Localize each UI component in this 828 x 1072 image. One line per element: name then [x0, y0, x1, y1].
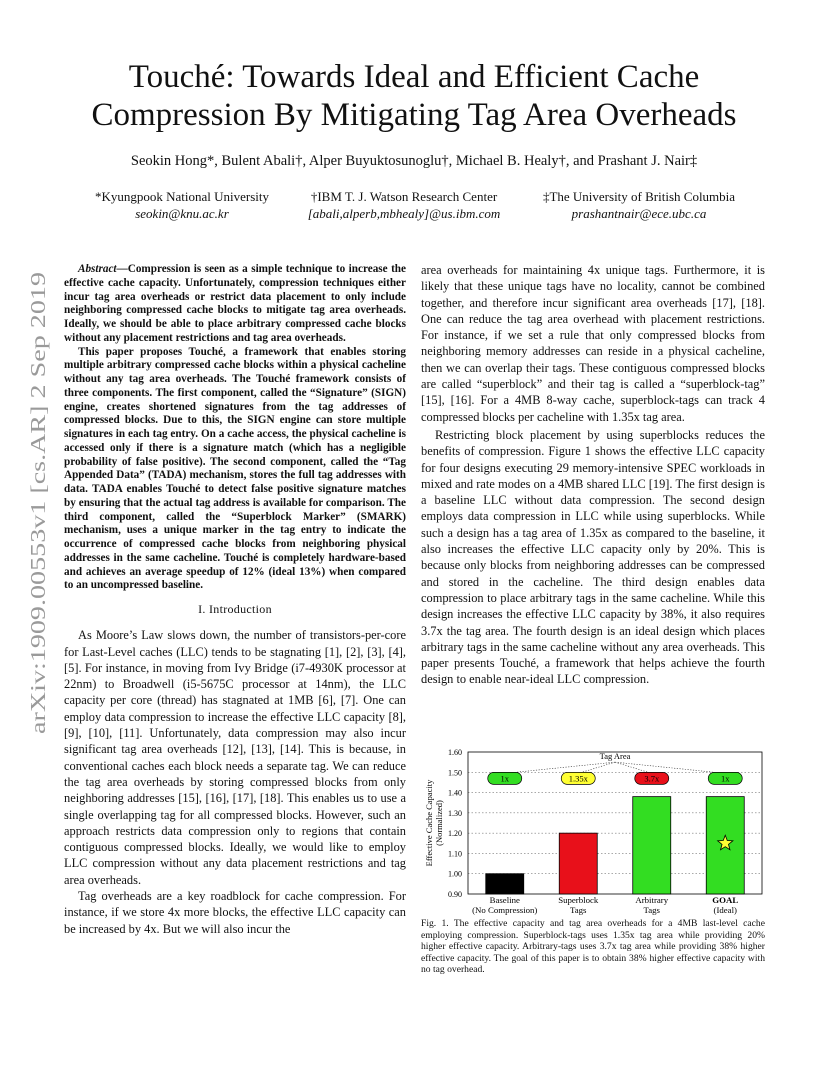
x-tick-label: Baseline: [489, 895, 520, 905]
affiliation-name: †IBM T. J. Watson Research Center: [310, 189, 498, 204]
y-tick-label: 1.50: [448, 768, 462, 778]
affiliation-2: [286, 188, 522, 222]
x-tick-label: Tags: [643, 905, 660, 915]
tag-area-title: Tag Area: [599, 751, 631, 762]
affiliation-name: *Kyungpook National University: [94, 189, 270, 204]
x-tick-label: GOAL: [712, 895, 739, 905]
affiliation-email: seokin@knu.ac.kr: [135, 206, 229, 221]
figure-1-caption: Fig. 1. The effective capacity and tag area overheads for a 4MB last-level cache employing compression. Superblock-tags uses 1.35x tag area while providing 20% higher effective capacity. Arbitrary-tags uses 3.7x tag area while providing 38% higher effective capacity. The goal of this paper is to obtain 38% higher effective capacity with no tag overhead.: [421, 918, 765, 976]
right-column: [421, 262, 765, 688]
tag-area-pointer: [615, 762, 652, 773]
tag-area-label: 1.35x: [568, 773, 588, 784]
y-tick-label: 0.90: [448, 890, 462, 899]
abstract: [64, 263, 406, 593]
tag-area-label: 1x: [500, 773, 509, 784]
figure-1-chart: [420, 744, 765, 916]
y-tick-label: 1.10: [448, 849, 462, 859]
y-tick-label: 1.40: [448, 788, 462, 798]
tag-area-pointer: [615, 762, 725, 773]
section-heading: I. Introduction: [198, 602, 272, 616]
bar: [486, 874, 524, 894]
intro-p1: As Moore’s Law slows down, the number of transistors-per-core for Last-Level caches (LLC) tends to be stagnating [1], [2], [3], [4], [5]. For instance, in moving from Ivy Bridge (i7-4930K processor at 22nm) to Broadwell (i5-5675C processor at 14nm), the LLC capacity per core (thread) has stagnated at 1MB [6], [7]. One can employ data compression to increase the effective LLC capacity [8], [9], [10], [11]. Unfortunately, data compression may also incur significant tag area overheads [12], [13], [14]. This is because, in conventional caches each block needs a separate tag. We can reduce the tag area overheads by storing compressed blocks from only neighboring addresses [15], [16], [17], [18]. This enables us to use a single overlapping tag for all compressed blocks. However, such an approach restricts data compression only to regions that contain contiguous compressed blocks. Ideally, we would like to employ LLC compression without any data placement restrictions and tag area overheads.: [64, 628, 406, 887]
tag-area-pointer: [578, 762, 615, 773]
left-column: [64, 263, 406, 937]
y-tick-label: 1.30: [448, 808, 462, 818]
abstract-p1: Abstract—Compression is seen as a simple technique to increase the effective cache capacity. Unfortunately, compression techniques either incur tag area overheads or restrict data placement to only include neighboring compressed cache blocks to mitigate tag area overheads. Ideally, we should be able to place arbitrary compressed cache blocks without any placement restrictions and tag area overheads.: [64, 263, 406, 344]
affiliation-email: [abali,alperb,mbhealy]@us.ibm.com: [307, 206, 501, 221]
affiliation-email: prashantnair@ece.ubc.ca: [571, 206, 707, 221]
x-tick-label: Superblock: [558, 895, 599, 905]
y-axis-label: Effective Cache Capacity: [424, 779, 434, 867]
intro-p3: area overheads for maintaining 4x unique tags. Furthermore, it is likely that these unique tags have no locality, cannot be combined together, and therefore incur significant area overheads [17], [18]. One can reduce the tag area overhead with placement restrictions. For instance, if we set a rule that only compressed blocks from neighboring memory addresses can reside in a physical cacheline, then we can overlap their tags. These contiguous compressed blocks are called “superblock” and their tag is called a “superblock-tag” [15], [16]. For a 4MB 8-way cache, superblock-tags can track 4 compressed blocks per cacheline with 1.35x tag area.: [421, 263, 765, 424]
arxiv-identifier: arXiv:1909.00553v1 [cs.AR] 2 Sep 2019: [26, 380, 50, 734]
x-tick-label: Tags: [570, 905, 587, 915]
y-axis-label: (Normalized): [434, 800, 444, 846]
abstract-lead: Abstract: [78, 263, 117, 275]
y-tick-label: 1.60: [448, 748, 462, 757]
y-tick-label: 1.00: [448, 869, 462, 879]
affiliation-1: [62, 188, 302, 222]
arxiv-sidebar: [14, 268, 54, 738]
affiliation-name: ‡The University of British Columbia: [542, 189, 736, 204]
bar: [559, 833, 597, 894]
paper-title: Touché: Towards Ideal and Efficient Cache Compression By Mitigating Tag Area Overheads: [91, 59, 737, 133]
x-tick-label: (No Compression): [472, 905, 538, 915]
abstract-p2: This paper proposes Touché, a framework that enables storing multiple arbitrary compressed cache blocks within a physical cacheline without any tag area overheads. The Touché framework consists of three components. The first component, called the “Signature” (SIGN) engine, creates shortened signatures from the tag addresses of compressed blocks. Due to this, the SIGN engine can store multiple signatures in each tag entry. On a cache access, the physical cacheline is accessed only if there is a signature match (which has a negligible probability of false positive). The second component, called the “Tag Appended Data” (TADA) mechanism, stores the full tag addresses with data. TADA enables Touché to detect false positive signature matches by ensuring that the actual tag address is available for comparison. The third component, called the “Superblock Marker” (SMARK) mechanism, uses a unique marker in the tag entry to indicate the occurrence of compressed cache blocks from neighboring physical addresses in the same cacheline. Touché is completely hardware-based and achieves an average speedup of 12% (ideal 13%) when compared to an uncompressed baseline.: [64, 345, 406, 592]
x-tick-label: Arbitrary: [635, 895, 669, 905]
bar: [633, 797, 671, 894]
affiliation-3: [512, 188, 766, 222]
author-list: Seokin Hong*, Bulent Abali†, Alper Buyuktosunoglu†, Michael B. Healy†, and Prashant J. Nair‡: [130, 153, 698, 169]
tag-area-pointer: [505, 762, 615, 773]
tag-area-label: 1x: [721, 773, 730, 784]
x-tick-label: (Ideal): [713, 905, 737, 915]
intro-p4: Restricting block placement by using superblocks reduces the benefits of compression. Figure 1 shows the effective LLC capacity for four designs executing 29 memory-intensive SPEC workloads in mixed and rate modes on a 4MB shared LLC [19]. The first design is a baseline LLC without data compression. The second design employs data compression in LLC while using superblocks. While such a design has a tag area of 1.35x as compared to the baseline, it also increases the effective LLC capacity only by 20%. This is because only blocks from neighboring addresses can be compressed and stored in the cacheline. The third design enables data compression to place arbitrary tags in the same cacheline. While this design increases the effective LLC capacity by 38%, it also requires 3.7x the tag area. The fourth design is an ideal design which places arbitrary tags in the same cacheline without any area overheads. This paper presents Touché, a framework that helps achieve the fourth design to enable near-ideal LLC compression.: [421, 427, 765, 687]
tag-area-label: 3.7x: [644, 773, 660, 784]
intro-p2: Tag overheads are a key roadblock for cache compression. For instance, if we store 4x more blocks, the effective LLC capacity can be increased by 4x. But we will also incur the: [64, 889, 406, 936]
y-tick-label: 1.20: [448, 829, 462, 839]
